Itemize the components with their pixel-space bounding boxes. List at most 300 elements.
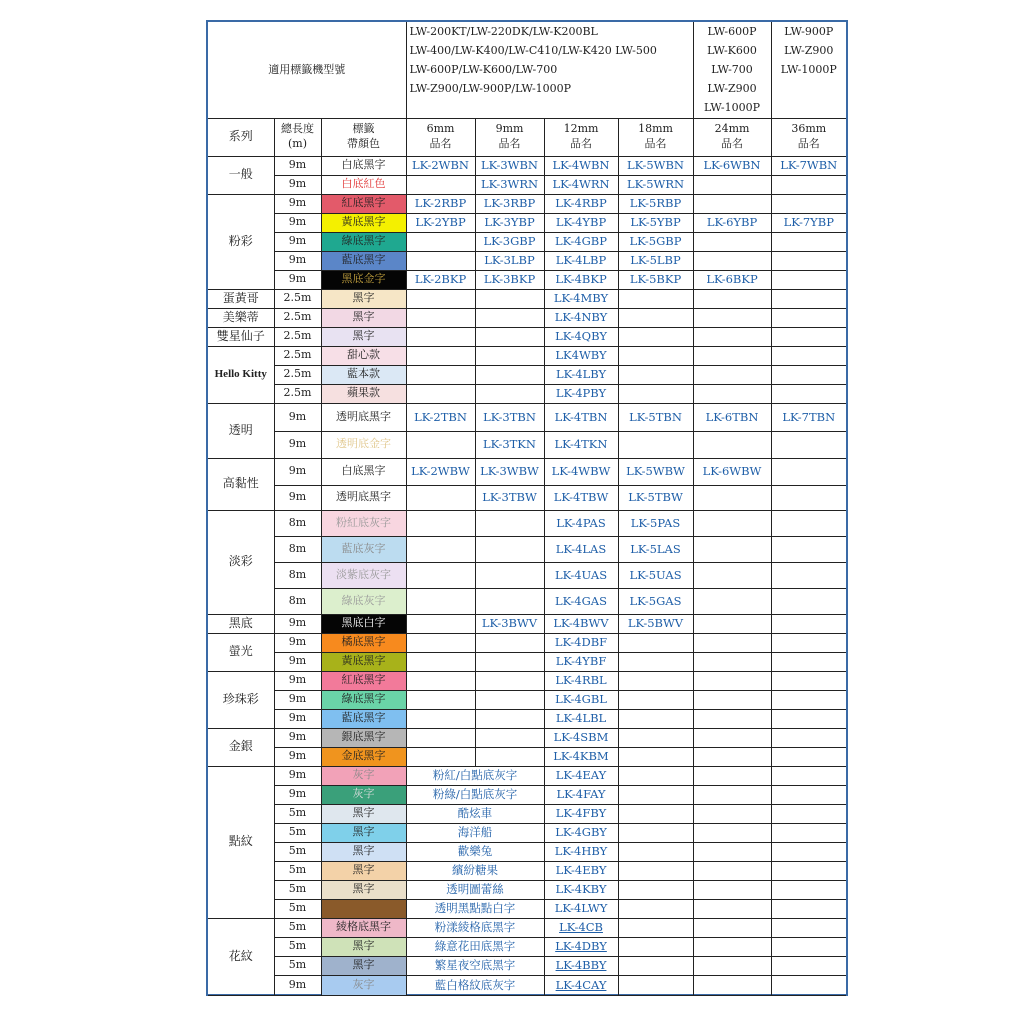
col-width-9mm: [475, 118, 544, 156]
tape-color-swatch: 透明底金字: [321, 431, 406, 458]
pattern-name: 藍白格紋底灰字: [406, 975, 544, 995]
length-cell: 9m: [274, 156, 321, 175]
product-code: LK-4FBY: [544, 804, 618, 823]
length-cell: 5m: [274, 804, 321, 823]
tape-color-swatch: 藍底黑字: [321, 709, 406, 728]
product-code: [406, 175, 475, 194]
table-row: [208, 588, 846, 614]
model-line: LW-900P: [784, 25, 834, 38]
tape-color-swatch: 黑字: [321, 308, 406, 327]
compat-label: 適用標籤機型號: [208, 22, 406, 118]
tape-color-swatch: 綠底黑字: [321, 690, 406, 709]
empty-cell: [771, 956, 846, 975]
table-row: [208, 956, 846, 975]
table-row: [208, 633, 846, 652]
product-code: [475, 709, 544, 728]
empty-cell: [618, 956, 693, 975]
product-code: LK4WBY: [544, 346, 618, 365]
table-row: [208, 614, 846, 633]
product-code: LK-4BWV: [544, 614, 618, 633]
product-code: [406, 536, 475, 562]
length-cell: 9m: [274, 785, 321, 804]
product-code: [475, 747, 544, 766]
product-code: [771, 562, 846, 588]
length-cell: 5m: [274, 880, 321, 899]
empty-cell: [618, 804, 693, 823]
product-code: LK-3BKP: [475, 270, 544, 289]
col-series: 系列: [208, 118, 274, 156]
product-code: LK-5TBN: [618, 403, 693, 431]
product-code: LK-7WBN: [771, 156, 846, 175]
series-cell: 美樂蒂: [208, 308, 274, 327]
table-row: [208, 346, 846, 365]
table-row: [208, 562, 846, 588]
product-code: LK-5RBP: [618, 194, 693, 213]
empty-cell: [771, 937, 846, 956]
tape-color-swatch: 金底黑字: [321, 747, 406, 766]
product-code: LK-2TBN: [406, 403, 475, 431]
product-code: [771, 510, 846, 536]
empty-cell: [693, 918, 771, 937]
length-cell: 9m: [274, 614, 321, 633]
product-code: [693, 308, 771, 327]
length-cell: 9m: [274, 251, 321, 270]
empty-cell: [771, 785, 846, 804]
model-line: LW-Z900/LW-900P/LW-1000P: [409, 82, 572, 95]
product-code: [693, 327, 771, 346]
table-row: [208, 690, 846, 709]
product-code: [475, 562, 544, 588]
table-row: [208, 709, 846, 728]
table-row: [208, 510, 846, 536]
product-name-label: 品名: [797, 137, 820, 150]
product-code: [406, 747, 475, 766]
series-cell: 粉彩: [208, 194, 274, 289]
product-code: [771, 384, 846, 403]
product-code: [618, 308, 693, 327]
empty-cell: [693, 785, 771, 804]
length-cell: 9m: [274, 709, 321, 728]
series-cell: 高黏性: [208, 458, 274, 510]
empty-cell: [618, 785, 693, 804]
product-code: [771, 270, 846, 289]
product-code: [771, 458, 846, 485]
table-row: [208, 842, 846, 861]
length-cell: 5m: [274, 823, 321, 842]
table-row: [208, 785, 846, 804]
tape-pattern-swatch: 灰字: [321, 766, 406, 785]
tape-pattern-swatch: 黑字: [321, 823, 406, 842]
product-code: LK-4KBY: [544, 880, 618, 899]
col-width-18mm: [618, 118, 693, 156]
product-code: [771, 485, 846, 510]
product-code: LK-5YBP: [618, 213, 693, 232]
product-code: [618, 365, 693, 384]
length-cell: 9m: [274, 652, 321, 671]
product-code: [475, 510, 544, 536]
width-label: 12mm: [563, 122, 599, 136]
product-code: [771, 588, 846, 614]
product-name-label: 品名: [498, 137, 521, 150]
product-code: LK-5PAS: [618, 510, 693, 536]
length-cell: 9m: [274, 690, 321, 709]
product-code: [693, 747, 771, 766]
product-code: [693, 431, 771, 458]
product-code: LK-6WBW: [693, 458, 771, 485]
pattern-name: 粉綠/白點底灰字: [406, 785, 544, 804]
product-code: LK-4FAY: [544, 785, 618, 804]
series-cell: Hello Kitty: [208, 346, 274, 403]
length-cell: 9m: [274, 213, 321, 232]
series-cell: 珍珠彩: [208, 671, 274, 728]
table-row: [208, 289, 846, 308]
product-code: [406, 327, 475, 346]
pattern-name: 繁星夜空底黑字: [406, 956, 544, 975]
product-code: LK-3TKN: [475, 431, 544, 458]
product-code: [693, 485, 771, 510]
product-code: LK-5BKP: [618, 270, 693, 289]
table-row: [208, 766, 846, 785]
pattern-name: 透明黑點點白字: [406, 899, 544, 918]
product-code: [406, 614, 475, 633]
product-code: [693, 536, 771, 562]
tape-color-swatch: 淡紫底灰字: [321, 562, 406, 588]
table-row: [208, 728, 846, 747]
series-cell: 淡彩: [208, 510, 274, 614]
series-cell: 雙星仙子: [208, 327, 274, 346]
empty-cell: [693, 975, 771, 995]
product-code: [771, 194, 846, 213]
product-code: LK-2YBP: [406, 213, 475, 232]
tape-pattern-swatch: [321, 899, 406, 918]
length-cell: 8m: [274, 510, 321, 536]
product-code: [406, 346, 475, 365]
length-cell: 9m: [274, 431, 321, 458]
product-code: [406, 251, 475, 270]
empty-cell: [771, 975, 846, 995]
tape-color-swatch: 橘底黑字: [321, 633, 406, 652]
product-code: LK-4YBF: [544, 652, 618, 671]
product-code: [771, 633, 846, 652]
product-code: LK-4PBY: [544, 384, 618, 403]
tape-color-swatch: 黃底黑字: [321, 213, 406, 232]
product-code: [693, 728, 771, 747]
product-code: [406, 633, 475, 652]
tape-color-swatch: 藍底黑字: [321, 251, 406, 270]
product-code: [406, 384, 475, 403]
empty-cell: [771, 861, 846, 880]
length-cell: 9m: [274, 485, 321, 510]
product-code: [693, 175, 771, 194]
product-code: [475, 690, 544, 709]
model-line: LW-600P/LW-K600/LW-700: [409, 63, 558, 76]
table-row: [208, 308, 846, 327]
product-code: [771, 728, 846, 747]
pattern-name: 粉漾綾格底黑字: [406, 918, 544, 937]
table-row: [208, 918, 846, 937]
tape-pattern-swatch: 黑字: [321, 804, 406, 823]
product-code: LK-3LBP: [475, 251, 544, 270]
product-code: [406, 289, 475, 308]
product-code: LK-3BWV: [475, 614, 544, 633]
series-cell: 花紋: [208, 918, 274, 995]
pattern-name: 歡樂兔: [406, 842, 544, 861]
product-code: [771, 431, 846, 458]
table-row: [208, 431, 846, 458]
product-code: LK-3WBW: [475, 458, 544, 485]
table-row: [208, 804, 846, 823]
product-code: [406, 588, 475, 614]
table-row: [208, 251, 846, 270]
tape-pattern-swatch: 灰字: [321, 785, 406, 804]
product-code: LK-5WBW: [618, 458, 693, 485]
empty-cell: [771, 842, 846, 861]
tape-color-swatch: 藍底灰字: [321, 536, 406, 562]
table-row: [208, 880, 846, 899]
product-code: [618, 289, 693, 308]
table-row: [208, 671, 846, 690]
model-line: LW-K600: [707, 44, 757, 57]
product-code: [771, 327, 846, 346]
table-row: [208, 270, 846, 289]
product-name-label: 品名: [570, 137, 593, 150]
pattern-name: 酷炫車: [406, 804, 544, 823]
product-code: [406, 728, 475, 747]
product-code: LK-6YBP: [693, 213, 771, 232]
product-code: LK-4UAS: [544, 562, 618, 588]
product-code: LK-3WBN: [475, 156, 544, 175]
series-cell: 螢光: [208, 633, 274, 671]
tape-color-swatch: 白底紅色: [321, 175, 406, 194]
length-cell: 8m: [274, 536, 321, 562]
table-row: [208, 213, 846, 232]
length-cell: 9m: [274, 175, 321, 194]
empty-cell: [693, 823, 771, 842]
empty-cell: [618, 823, 693, 842]
pattern-name: 繽紛糖果: [406, 861, 544, 880]
product-code: [475, 384, 544, 403]
product-code: [475, 365, 544, 384]
tape-color-swatch: 白底黑字: [321, 156, 406, 175]
empty-cell: [771, 766, 846, 785]
product-code: [406, 365, 475, 384]
tape-pattern-swatch: 綾格底黑字: [321, 918, 406, 937]
col-length-line: (m): [287, 137, 307, 150]
product-name-label: 品名: [721, 137, 744, 150]
product-code: [771, 289, 846, 308]
models-36mm: [771, 22, 846, 118]
table-row: [208, 458, 846, 485]
product-code: LK-4KBM: [544, 747, 618, 766]
length-cell: 8m: [274, 588, 321, 614]
pattern-name: 粉紅/白點底灰字: [406, 766, 544, 785]
product-code: [771, 232, 846, 251]
table-row: [208, 327, 846, 346]
empty-cell: [771, 804, 846, 823]
length-cell: 5m: [274, 918, 321, 937]
model-line: LW-700: [711, 63, 753, 76]
product-code: [771, 346, 846, 365]
product-code: [618, 709, 693, 728]
product-code: LK-2WBN: [406, 156, 475, 175]
product-code: [693, 510, 771, 536]
product-code: [771, 690, 846, 709]
tape-color-swatch: 透明底黑字: [321, 403, 406, 431]
product-code: [475, 728, 544, 747]
tape-color-swatch: 綠底灰字: [321, 588, 406, 614]
product-code: LK-4LBY: [544, 365, 618, 384]
width-label: 18mm: [638, 122, 673, 136]
product-code: LK-2WBW: [406, 458, 475, 485]
models-main: [406, 22, 693, 118]
series-cell: 金銀: [208, 728, 274, 766]
length-cell: 2.5m: [274, 346, 321, 365]
header-models-row: [208, 22, 846, 118]
product-code: [693, 633, 771, 652]
col-width-36mm: [771, 118, 846, 156]
model-line: LW-1000P: [704, 101, 760, 114]
series-cell: 點紋: [208, 766, 274, 918]
tape-color-swatch: 黃底黑字: [321, 652, 406, 671]
tape-pattern-swatch: 黑字: [321, 937, 406, 956]
col-color: [321, 118, 406, 156]
tape-pattern-swatch: 黑字: [321, 842, 406, 861]
product-code: [406, 510, 475, 536]
length-cell: 2.5m: [274, 289, 321, 308]
table-row: [208, 194, 846, 213]
col-width-6mm: [406, 118, 475, 156]
tape-color-swatch: 黑底金字: [321, 270, 406, 289]
table-row: [208, 403, 846, 431]
length-cell: 9m: [274, 747, 321, 766]
product-code: [618, 384, 693, 403]
series-cell: 透明: [208, 403, 274, 458]
product-code: LK-3WRN: [475, 175, 544, 194]
product-code: [693, 709, 771, 728]
product-code: LK-4LWY: [544, 899, 618, 918]
length-cell: 5m: [274, 899, 321, 918]
product-code: [406, 485, 475, 510]
product-code: LK-6TBN: [693, 403, 771, 431]
product-code: LK-4SBM: [544, 728, 618, 747]
model-line: LW-600P: [707, 25, 757, 38]
product-code: LK-4WRN: [544, 175, 618, 194]
product-code: [475, 633, 544, 652]
table-row: [208, 823, 846, 842]
length-cell: 9m: [274, 458, 321, 485]
product-code: LK-4RBL: [544, 671, 618, 690]
product-code: LK-4DBY: [544, 937, 618, 956]
product-code: [771, 614, 846, 633]
product-code: LK-7YBP: [771, 213, 846, 232]
length-cell: 2.5m: [274, 308, 321, 327]
tape-color-swatch: 透明底黑字: [321, 485, 406, 510]
product-code: [406, 690, 475, 709]
product-code: [618, 431, 693, 458]
product-code: [771, 747, 846, 766]
model-line: LW-1000P: [780, 63, 837, 76]
product-code: [406, 431, 475, 458]
col-length-line: 總長度: [281, 122, 314, 136]
tape-color-swatch: 紅底黑字: [321, 194, 406, 213]
product-code: [693, 194, 771, 213]
width-label: 24mm: [714, 122, 750, 136]
product-code: LK-5LBP: [618, 251, 693, 270]
product-code: [771, 308, 846, 327]
product-code: LK-2RBP: [406, 194, 475, 213]
table-row: [208, 899, 846, 918]
product-code: [618, 346, 693, 365]
empty-cell: [618, 937, 693, 956]
product-code: LK-4PAS: [544, 510, 618, 536]
product-code: LK-3RBP: [475, 194, 544, 213]
tape-pattern-swatch: 黑字: [321, 880, 406, 899]
product-code: [771, 175, 846, 194]
product-code: LK-4DBF: [544, 633, 618, 652]
tape-color-swatch: 黑字: [321, 327, 406, 346]
product-code: [475, 652, 544, 671]
product-code: [618, 747, 693, 766]
length-cell: 9m: [274, 671, 321, 690]
pattern-name: 綠意花田底黑字: [406, 937, 544, 956]
length-cell: 9m: [274, 232, 321, 251]
length-cell: 5m: [274, 861, 321, 880]
product-code: [618, 327, 693, 346]
empty-cell: [618, 766, 693, 785]
product-code: LK-2BKP: [406, 270, 475, 289]
length-cell: 5m: [274, 956, 321, 975]
empty-cell: [771, 880, 846, 899]
model-line: LW-Z900: [707, 82, 757, 95]
tape-color-swatch: 蘋果款: [321, 384, 406, 403]
product-code: [693, 652, 771, 671]
col-color-line: 標籤: [352, 122, 375, 136]
length-cell: 5m: [274, 937, 321, 956]
product-code: [693, 671, 771, 690]
product-code: LK-4RBP: [544, 194, 618, 213]
product-code: [693, 251, 771, 270]
product-code: [475, 327, 544, 346]
product-code: [771, 709, 846, 728]
length-cell: 2.5m: [274, 384, 321, 403]
product-code: [475, 536, 544, 562]
product-code: [693, 346, 771, 365]
length-cell: 9m: [274, 633, 321, 652]
product-code: [406, 671, 475, 690]
tape-color-swatch: 紅底黑字: [321, 671, 406, 690]
product-code: LK-4BKP: [544, 270, 618, 289]
product-code: LK-5BWV: [618, 614, 693, 633]
empty-cell: [618, 918, 693, 937]
length-cell: 2.5m: [274, 365, 321, 384]
product-code: [475, 346, 544, 365]
product-code: LK-4MBY: [544, 289, 618, 308]
product-code: LK-6BKP: [693, 270, 771, 289]
product-code: [406, 709, 475, 728]
product-code: [693, 384, 771, 403]
empty-cell: [693, 956, 771, 975]
tape-color-swatch: 甜心款: [321, 346, 406, 365]
product-code: LK-4TBN: [544, 403, 618, 431]
col-length: [274, 118, 321, 156]
empty-cell: [693, 766, 771, 785]
empty-cell: [693, 880, 771, 899]
table-row: [208, 175, 846, 194]
product-code: [406, 562, 475, 588]
product-code: LK-4GBL: [544, 690, 618, 709]
length-cell: 5m: [274, 842, 321, 861]
product-code: [406, 308, 475, 327]
